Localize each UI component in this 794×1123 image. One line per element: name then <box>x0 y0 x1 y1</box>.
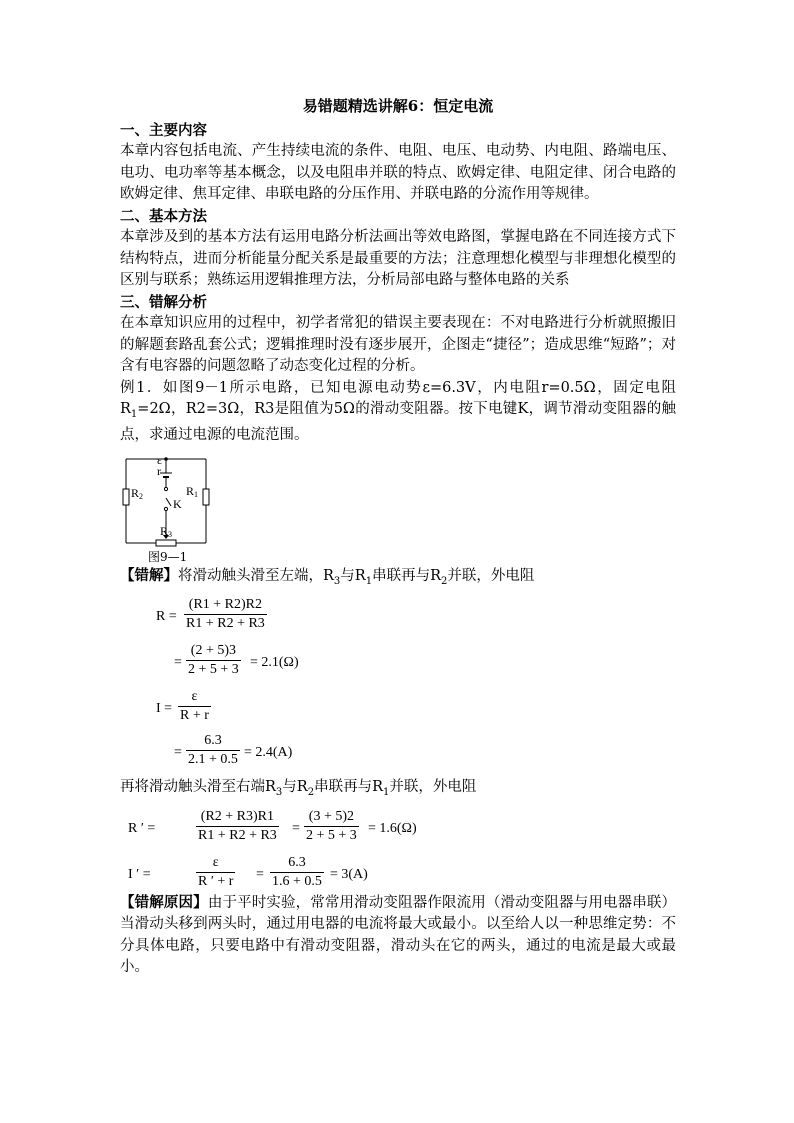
circuit-diagram <box>120 451 220 551</box>
wrong-reason-tag: 【错解原因】 <box>120 893 208 911</box>
page-title: 易错题精选讲解6：恒定电流 <box>302 97 494 115</box>
eq-i-fraction: $\frac{\varepsilon}{R + r}$ <box>180 689 209 724</box>
section-heading-basic-method: 二、基本方法 <box>120 207 207 225</box>
section-heading-error-analysis: 三、错解分析 <box>120 293 207 311</box>
section-body-error-analysis: 在本章知识应用的过程中，初学者常犯的错误主要表现在：不对电路进行分析就照搬旧的解题套路乱套公式；逻辑推理时没有逐步展开，企图走“捷径”；造成思维“短路”；对含有电容器的问题忽略了动态变化过程的分析。 <box>120 315 676 374</box>
eq-i2-lhs: = <box>174 745 182 761</box>
section-body-main-content: 本章内容包括电流、产生持续电流的条件、电阻、电压、电动势、内电阻、路端电压、电功、电功率等基本概念，以及电阻串并联的特点、欧姆定律、电阻定律、闭合电路的欧姆定律、焦耳定律、串联电路的分压作用、并联电路的分流作用等规律。 <box>120 143 676 202</box>
resistor-r2 <box>123 489 129 505</box>
wrong-tag: 【错解】 <box>120 566 178 584</box>
circuit-figure <box>120 451 676 563</box>
eq-rp-rhs: = 1.6(Ω) <box>368 820 417 836</box>
eq-ip-lhs: I ′ = <box>128 866 151 882</box>
switch-contact-top <box>164 487 167 490</box>
label-r3: R3 <box>160 523 173 539</box>
eq-r2-rhs: = 2.1(Ω) <box>250 655 299 671</box>
document-page <box>120 96 676 979</box>
eq-rp-fraction: $\frac{(R2 + R3)R1}{R1 + R2 + R3}$ <box>198 808 277 843</box>
eq-ip-mid: = <box>256 866 264 882</box>
eq-ip-fraction-2: $\frac{6.3}{1.6 + 0.5}$ <box>272 854 322 889</box>
label-k: K <box>173 496 182 511</box>
label-r: r <box>157 463 161 478</box>
example-text-part-a: 例1．如图9－1所示电路，已知电源电动势ε=6.3V，内电阻r=0.5Ω，固定电阻R <box>120 379 676 417</box>
wrong-solution-right: 再将滑动触头滑至右端$R_3$与$R_2$串联再与$R_1$并联，外电阻 <box>120 779 477 799</box>
wrong-reason-body: 由于平时实验，常常用滑动变阻器作限流用（滑动变阻器与用电器串联）当滑动头移到两头时，通过用电器的电流将最大或最小。以至给人以一种思维定势：不分具体电路，只要电路中有滑动变阻器，滑动头在它的两头，通过的电流是最大或最小。 <box>120 894 676 976</box>
rheostat-r3 <box>156 540 176 546</box>
label-r2: R2 <box>131 485 144 501</box>
eq-rp-lhs: R ′ = <box>128 820 156 836</box>
section-heading-main-content: 一、主要内容 <box>120 121 207 139</box>
eq-i-lhs: I = <box>156 701 173 717</box>
label-r1: R1 <box>186 483 199 499</box>
eq-ip-fraction: $\frac{\varepsilon}{R ' + r}$ <box>198 854 234 889</box>
eq-r2-fraction: $\frac{(2 + 5)3}{2 + 5 + 3}$ <box>188 643 239 678</box>
example-text-part-b: =2Ω，R2=3Ω，R3是阻值为5Ω的滑动变阻器。按下电键K，调节滑动变阻器的触点，求通过电源的电流范围。 <box>120 401 676 444</box>
wrong-solution-intro: 【错解】将滑动触头滑至左端，$R_3$与$R_1$串联再与$R_2$并联，外电阻 <box>120 566 535 587</box>
example-text-subscript: 1 <box>130 408 138 420</box>
eq-rp-fraction-2: $\frac{(3 + 5)2}{2 + 5 + 3}$ <box>306 808 357 843</box>
eq-i2-rhs: = 2.4(A) <box>244 745 293 761</box>
eq-r-lhs: R = <box>156 609 177 625</box>
label-eps: ε <box>157 452 163 467</box>
wrong-equations-left <box>120 592 676 777</box>
section-body-basic-method: 本章涉及到的基本方法有运用电路分析法画出等效电路图，掌握电路在不同连接方式下结构特点，进而分析能量分配关系是最重要的方法；注意理想化模型与非理想化模型的区别与联系；熟练运用逻辑推理方法，分析局部电路与整体电路的关系 <box>120 229 676 288</box>
eq-rp-mid: = <box>292 820 300 836</box>
wrong-equations-right <box>120 804 676 892</box>
switch-contact-bottom <box>164 507 167 510</box>
wrong-reason <box>120 892 676 979</box>
eq-r2-lhs: = <box>174 655 182 671</box>
eq-r-fraction: $\frac{(R1 + R2)R2}{R1 + R2 + R3}$ <box>186 597 265 632</box>
switch-k <box>166 498 171 506</box>
figure-caption: 图9—1 <box>148 549 188 564</box>
eq-i2-fraction: $\frac{6.3}{2.1 + 0.5}$ <box>188 733 238 768</box>
example-1-text <box>120 378 676 447</box>
resistor-r1 <box>203 489 209 505</box>
eq-ip-rhs: = 3(A) <box>330 866 368 882</box>
